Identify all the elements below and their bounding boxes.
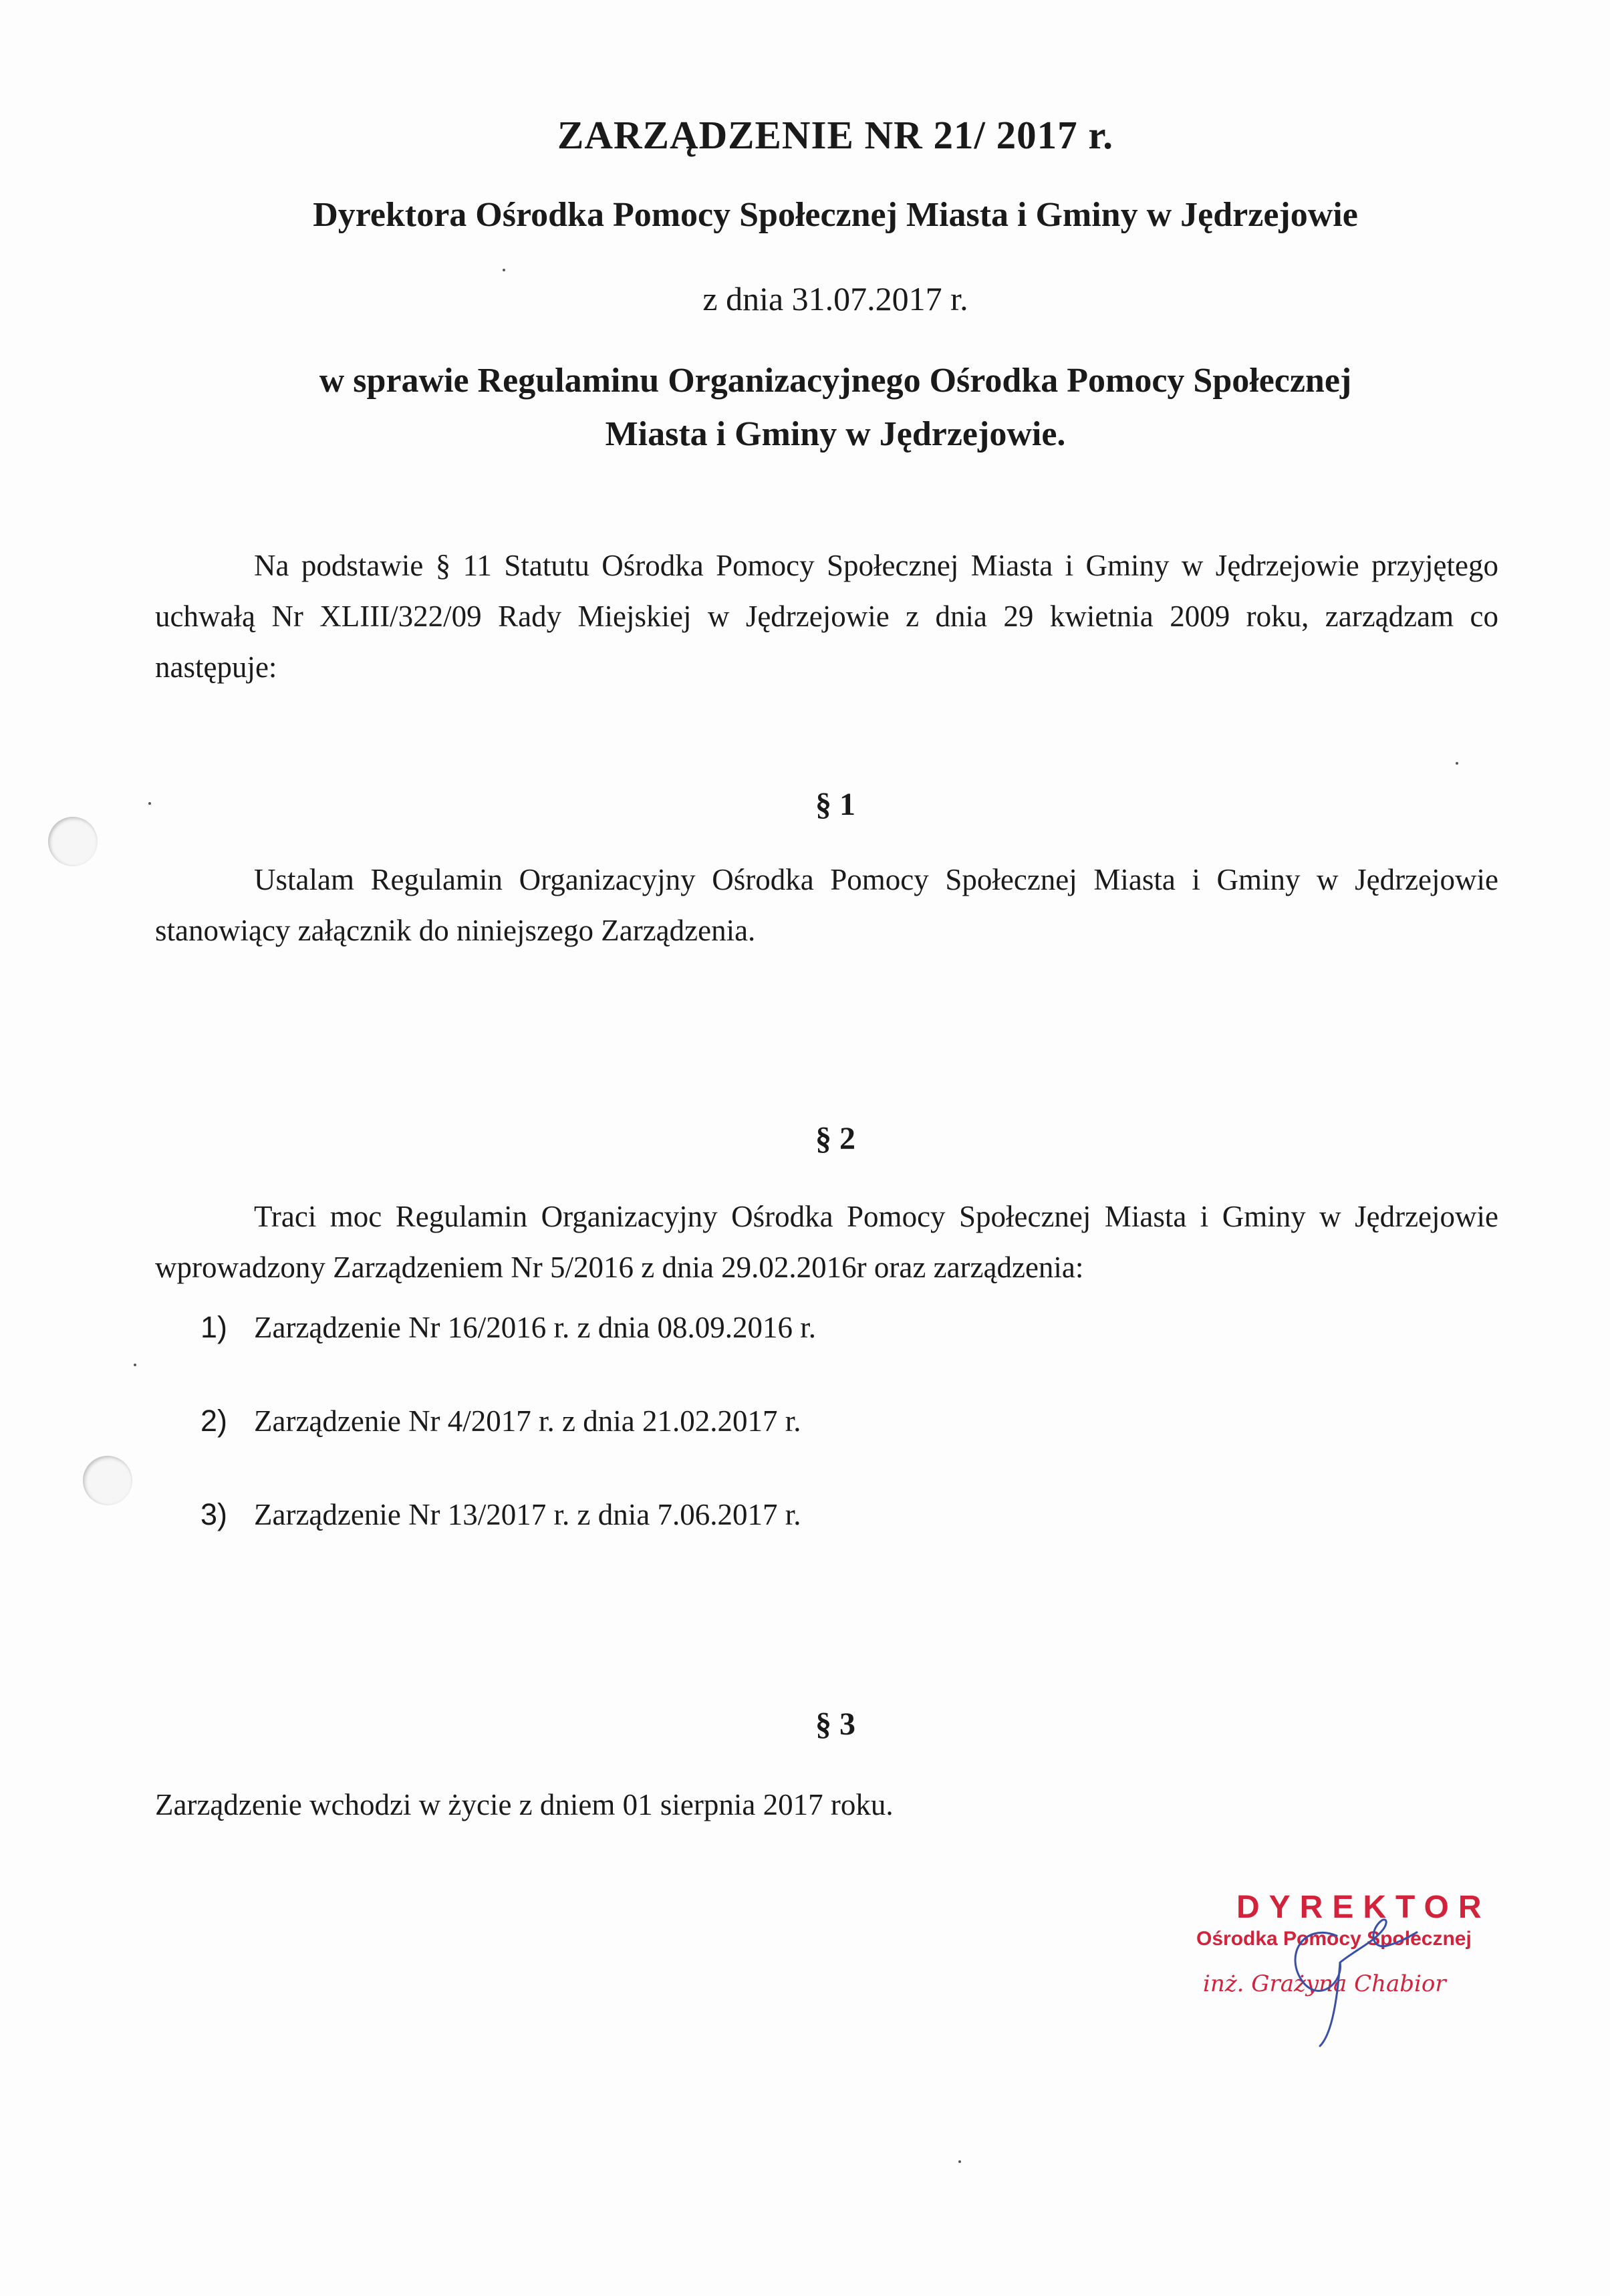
section-1-paragraph: [155, 854, 1498, 956]
scan-speck: [134, 1364, 136, 1366]
list-item-text: Zarządzenie Nr 16/2016 r. z dnia 08.09.2016 r.: [254, 1311, 817, 1344]
section-1-mark: § 1: [815, 787, 855, 822]
list-item-text: Zarządzenie Nr 13/2017 r. z dnia 7.06.2017 r.: [254, 1498, 801, 1531]
section-3-text: Zarządzenie wchodzi w życie z dniem 01 sierpnia 2017 roku.: [155, 1788, 894, 1821]
list-item: [200, 1497, 801, 1532]
list-item: [200, 1404, 801, 1438]
section-1-text: Ustalam Regulamin Organizacyjny Ośrodka Pomocy Społecznej Miasta i Gminy w Jędrzejowie stanowiący załącznik do niniejszego Zarządzenia.: [155, 863, 1498, 947]
legal-basis-paragraph: [155, 540, 1498, 692]
subject-line-2: Miasta i Gminy w Jędrzejowie.: [605, 415, 1066, 453]
document-title: ZARZĄDZENIE NR 21/ 2017 r.: [557, 113, 1113, 157]
punch-hole: [83, 1456, 132, 1505]
stamp-name: inż. Grażyna Chabior: [1203, 1970, 1446, 1997]
list-item: [200, 1310, 816, 1345]
section-2-text: Traci moc Regulamin Organizacyjny Ośrodka Pomocy Społecznej Miasta i Gminy w Jędrzejowie wprowadzony Zarządzeniem Nr 5/2016 z dnia 29.02.2016r oraz zarządzenia:: [155, 1200, 1498, 1284]
section-3-paragraph: [155, 1779, 1498, 1830]
scan-speck: [1456, 762, 1458, 765]
punch-hole: [48, 817, 98, 866]
subject-line-1: w sprawie Regulaminu Organizacyjnego Ośrodka Pomocy Społecznej: [319, 362, 1352, 400]
stamp-title: DYREKTOR: [1236, 1890, 1491, 1925]
legal-basis-text: Na podstawie § 11 Statutu Ośrodka Pomocy Społecznej Miasta i Gminy w Jędrzejowie przyjętego uchwałą Nr XLIII/322/09 Rady Miejskiej w Jędrzejowie z dnia 29 kwietnia 2009 roku, zarządzam co następuje:: [155, 549, 1498, 684]
list-item-text: Zarządzenie Nr 4/2017 r. z dnia 21.02.2017 r.: [254, 1404, 801, 1438]
stamp-organization: Ośrodka Pomocy Społecznej: [1196, 1928, 1472, 1950]
handwritten-signature: [1256, 1909, 1430, 2049]
document-subject: [0, 354, 1610, 461]
document-issuer: Dyrektora Ośrodka Pomocy Społecznej Miasta i Gminy w Jędrzejowie: [313, 196, 1358, 234]
document-date: z dnia 31.07.2017 r.: [702, 280, 968, 317]
list-item-number: 1): [200, 1310, 228, 1344]
scan-speck: [503, 269, 505, 271]
scan-speck: [148, 802, 151, 805]
list-item-number: 2): [200, 1404, 228, 1438]
scan-speck: [958, 2160, 961, 2163]
section-3-mark: § 3: [815, 1706, 855, 1742]
section-2-paragraph: [155, 1191, 1498, 1293]
list-item-number: 3): [200, 1497, 228, 1531]
section-2-mark: § 2: [815, 1121, 855, 1156]
